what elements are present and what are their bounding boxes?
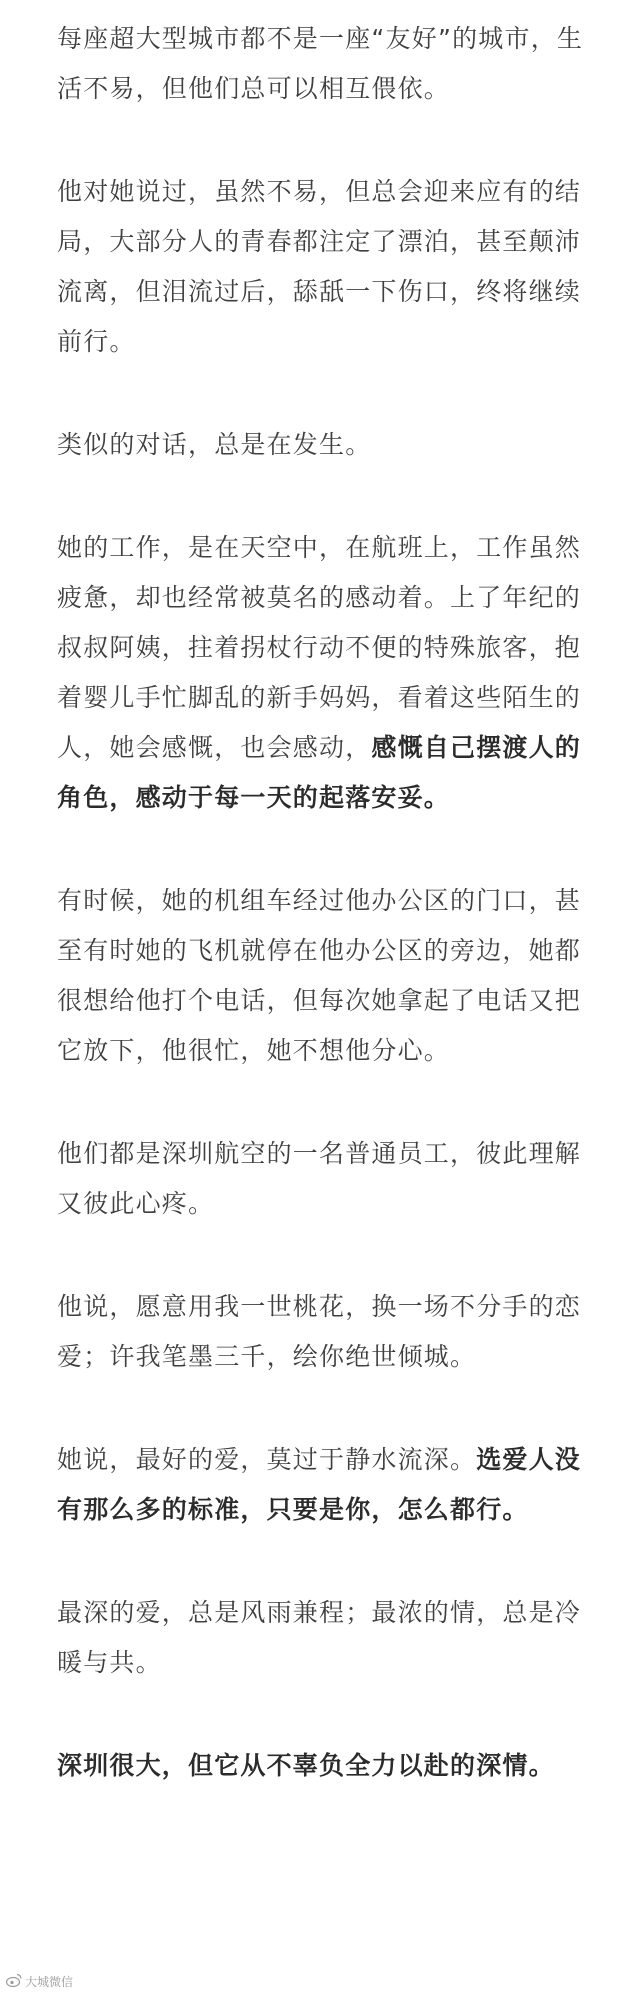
emphasized-text: 深圳很大，但它从不辜负全力以赴的深情。 — [57, 1751, 555, 1780]
paragraph-text: 她说，最好的爱，莫过于静水流深。 — [57, 1445, 477, 1474]
article-body — [57, 14, 597, 1844]
paragraph-text: 最深的爱，总是风雨兼程；最浓的情，总是冷暖与共。 — [57, 1598, 582, 1677]
paragraph-text: 有时候，她的机组车经过他办公区的门口，甚至有时她的飞机就停在他办公区的旁边，她都很想给他打个电话，但每次她拿起了电话又把它放下，他很忙，她不想他分心。 — [57, 886, 582, 1065]
paragraph-text: 每座超大型城市都不是一座“友好”的城市，生活不易，但他们总可以相互偎依。 — [57, 24, 584, 103]
paragraph-text: 他们都是深圳航空的一名普通员工，彼此理解又彼此心疼。 — [57, 1139, 582, 1218]
paragraph-text: 他对她说过，虽然不易，但总会迎来应有的结局，大部分人的青春都注定了漂泊，甚至颠沛流离，但泪流过后，舔舐一下伤口，终将继续前行。 — [57, 177, 582, 356]
emphasized-text: 选爱人没有那么多的标准，只要是你，怎么都行。 — [57, 1445, 582, 1524]
weibo-icon — [6, 1973, 22, 1990]
article-paragraph — [57, 1588, 597, 1688]
article-paragraph — [57, 1741, 597, 1791]
watermark — [6, 1973, 73, 1990]
article-paragraph — [57, 523, 597, 823]
paragraph-text: 她的工作，是在天空中，在航班上，工作虽然疲惫，却也经常被莫名的感动着。上了年纪的叔叔阿姨，拄着拐杖行动不便的特殊旅客，抱着婴儿手忙脚乱的新手妈妈，看着这些陌生的人，她会感慨，也会感动， — [57, 533, 582, 762]
emphasized-text: 感慨自己摆渡人的角色，感动于每一天的起落安妥。 — [57, 733, 582, 812]
article-paragraph — [57, 167, 597, 367]
article-paragraph — [57, 1435, 597, 1535]
paragraph-text: 他说，愿意用我一世桃花，换一场不分手的恋爱；许我笔墨三千，绘你绝世倾城。 — [57, 1292, 582, 1371]
paragraph-text: 类似的对话，总是在发生。 — [57, 430, 372, 459]
article-paragraph — [57, 1282, 597, 1382]
article-paragraph — [57, 14, 597, 114]
article-paragraph — [57, 420, 597, 470]
article-paragraph — [57, 1129, 597, 1229]
watermark-text: 大城微信 — [25, 1975, 74, 1989]
article-paragraph — [57, 876, 597, 1076]
